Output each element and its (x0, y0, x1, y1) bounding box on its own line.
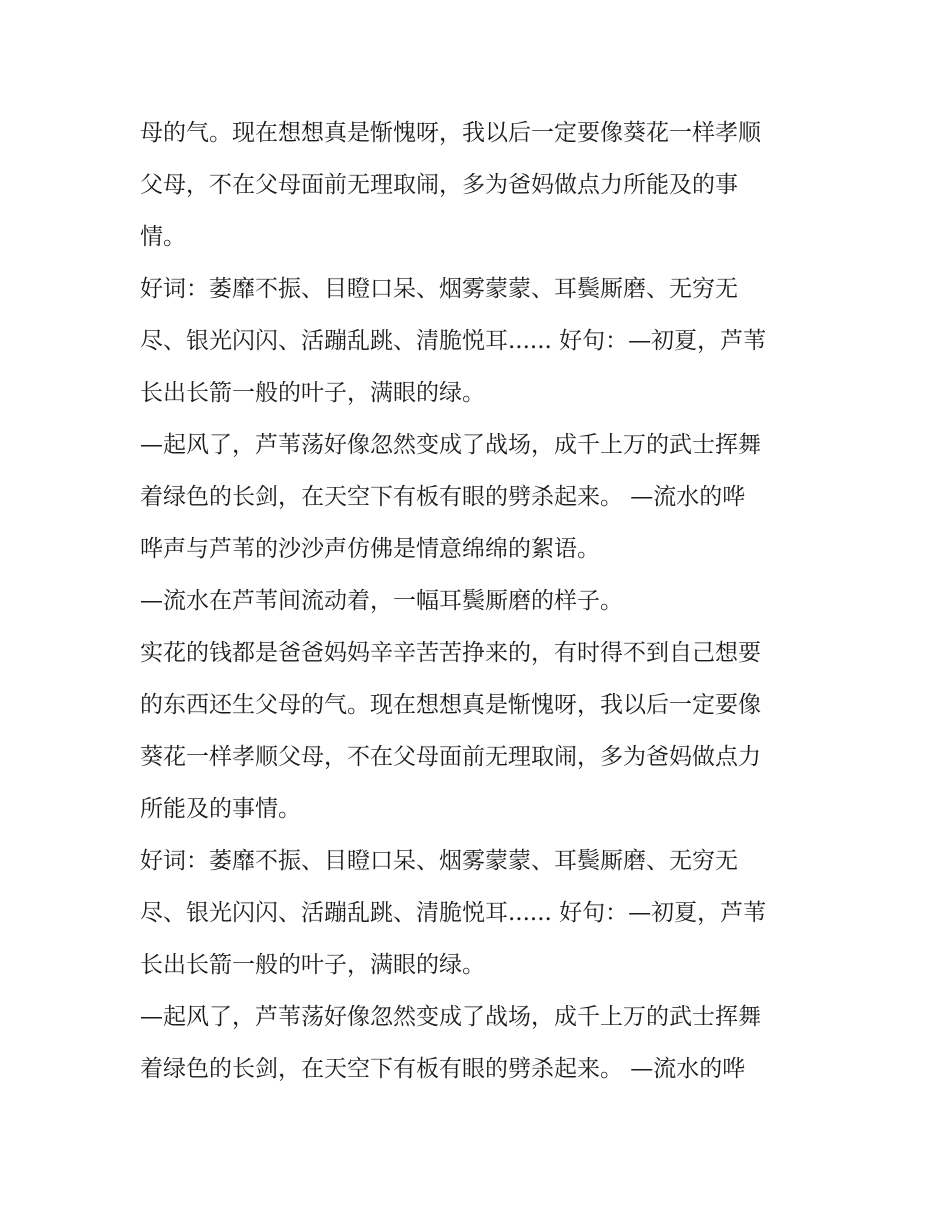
text-line: 好词：萎靡不振、目瞪口呆、烟雾蒙蒙、耳鬓厮磨、无穷无 (140, 276, 738, 302)
text-line: 葵花一样孝顺父母，不在父母面前无理取闹，多为爸妈做点力 (140, 744, 761, 770)
text-line: 实花的钱都是爸爸妈妈辛辛苦苦挣来的，有时得不到自己想要 (140, 640, 761, 666)
text-line: 尽、银光闪闪、活蹦乱跳、清脆悦耳...... 好句：—初夏，芦苇 (140, 328, 767, 354)
text-line: 长出长箭一般的叶子，满眼的绿。 (140, 952, 485, 978)
text-line: 着绿色的长剑，在天空下有板有眼的劈杀起来。 —流水的哗 (140, 484, 746, 510)
text-line: 父母，不在父母面前无理取闹，多为爸妈做点力所能及的事 (140, 172, 738, 198)
text-line: 尽、银光闪闪、活蹦乱跳、清脆悦耳...... 好句：—初夏，芦苇 (140, 900, 767, 926)
text-line: 哗声与芦苇的沙沙声仿佛是情意绵绵的絮语。 (140, 536, 600, 562)
text-line: —起风了，芦苇荡好像忽然变成了战场，成千上万的武士挥舞 (140, 1004, 761, 1030)
text-line: —起风了，芦苇荡好像忽然变成了战场，成千上万的武士挥舞 (140, 432, 761, 458)
text-line: 好词：萎靡不振、目瞪口呆、烟雾蒙蒙、耳鬓厮磨、无穷无 (140, 848, 738, 874)
text-line: —流水在芦苇间流动着，一幅耳鬓厮磨的样子。 (140, 588, 623, 614)
text-line: 长出长箭一般的叶子，满眼的绿。 (140, 380, 485, 406)
text-line: 的东西还生父母的气。现在想想真是惭愧呀，我以后一定要像 (140, 692, 761, 718)
text-line: 所能及的事情。 (140, 796, 301, 822)
document-body (140, 107, 812, 1095)
text-line: 情。 (140, 224, 186, 250)
text-line: 着绿色的长剑，在天空下有板有眼的劈杀起来。 —流水的哗 (140, 1056, 746, 1082)
text-line: 母的气。现在想想真是惭愧呀，我以后一定要像葵花一样孝顺 (140, 120, 761, 146)
